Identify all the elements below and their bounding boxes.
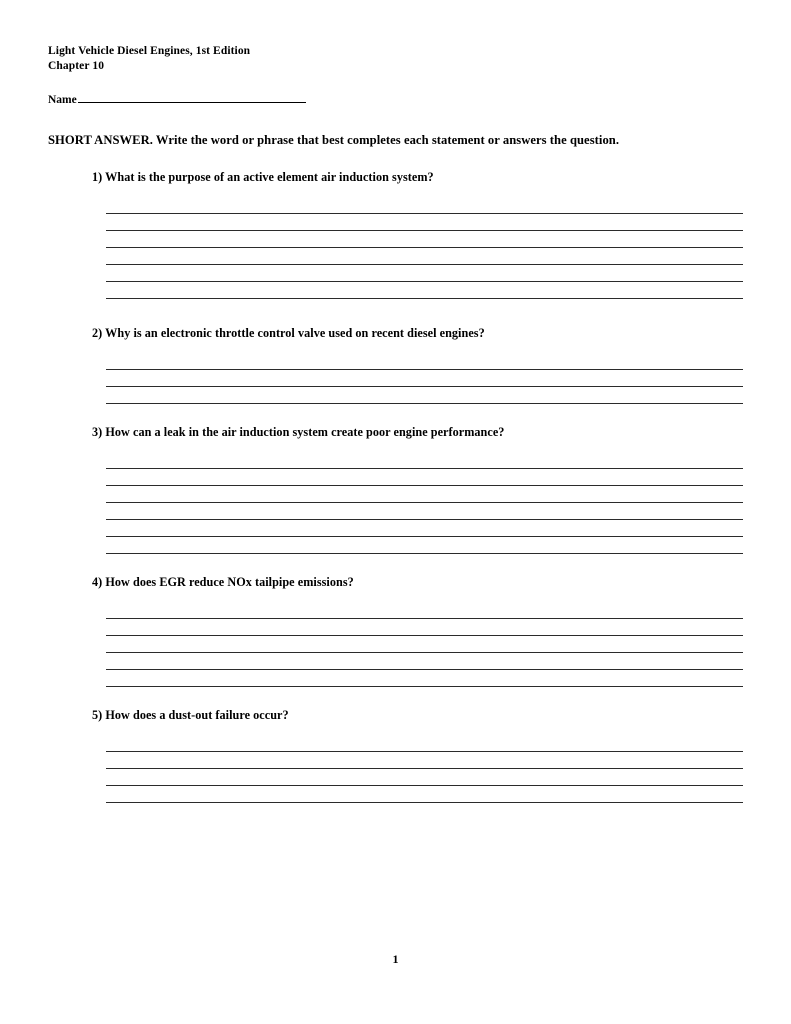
answer-line[interactable] <box>106 197 743 214</box>
name-field-row <box>48 93 743 107</box>
answer-line[interactable] <box>106 752 743 769</box>
answer-line[interactable] <box>106 469 743 486</box>
answer-line[interactable] <box>106 353 743 370</box>
name-label: Name <box>48 94 77 106</box>
answer-line[interactable] <box>106 248 743 265</box>
answer-lines-1[interactable] <box>106 197 743 299</box>
answer-line[interactable] <box>106 282 743 299</box>
question-number-1: 1) <box>92 170 103 184</box>
questions-list <box>48 169 743 803</box>
question-body-2: Why is an electronic throttle control valve used on recent diesel engines? <box>105 326 485 340</box>
answer-line[interactable] <box>106 786 743 803</box>
question-body-4: How does EGR reduce NOx tailpipe emissions? <box>105 575 354 589</box>
question-block-3 <box>48 424 743 554</box>
answer-lines-5[interactable] <box>106 735 743 803</box>
answer-line[interactable] <box>106 653 743 670</box>
answer-line[interactable] <box>106 619 743 636</box>
question-number-5: 5) <box>92 708 103 722</box>
question-text-4 <box>92 574 743 590</box>
question-number-4: 4) <box>92 575 103 589</box>
answer-lines-3[interactable] <box>106 452 743 554</box>
answer-line[interactable] <box>106 670 743 687</box>
question-text-5 <box>92 707 743 723</box>
question-block-4 <box>48 574 743 687</box>
answer-lines-4[interactable] <box>106 602 743 687</box>
answer-line[interactable] <box>106 214 743 231</box>
answer-line[interactable] <box>106 265 743 282</box>
question-text-2 <box>92 325 743 341</box>
answer-line[interactable] <box>106 769 743 786</box>
question-block-1 <box>48 169 743 299</box>
answer-line[interactable] <box>106 486 743 503</box>
answer-lines-2[interactable] <box>106 353 743 404</box>
question-text-3 <box>92 424 743 440</box>
answer-line[interactable] <box>106 503 743 520</box>
document-title-line-1: Light Vehicle Diesel Engines, 1st Edition <box>48 45 251 57</box>
document-title-line-2: Chapter 10 <box>48 60 105 72</box>
answer-line[interactable] <box>106 602 743 619</box>
question-block-5 <box>48 707 743 803</box>
answer-line[interactable] <box>106 231 743 248</box>
question-body-1: What is the purpose of an active element air induction system? <box>105 170 434 184</box>
question-text-1 <box>92 169 743 185</box>
question-number-3: 3) <box>92 425 103 439</box>
answer-line[interactable] <box>106 735 743 752</box>
answer-line[interactable] <box>106 387 743 404</box>
answer-line[interactable] <box>106 636 743 653</box>
page-number: 1 <box>392 952 399 966</box>
answer-line[interactable] <box>106 537 743 554</box>
document-content <box>48 44 743 803</box>
question-block-2 <box>48 325 743 404</box>
answer-line[interactable] <box>106 520 743 537</box>
answer-line[interactable] <box>106 370 743 387</box>
question-number-2: 2) <box>92 326 103 340</box>
question-body-3: How can a leak in the air induction system create poor engine performance? <box>105 425 505 439</box>
name-input-rule[interactable] <box>78 93 306 103</box>
answer-line[interactable] <box>106 452 743 469</box>
question-body-5: How does a dust-out failure occur? <box>105 708 289 722</box>
instruction-text: SHORT ANSWER. Write the word or phrase that best completes each statement or answers the question. <box>48 133 620 147</box>
